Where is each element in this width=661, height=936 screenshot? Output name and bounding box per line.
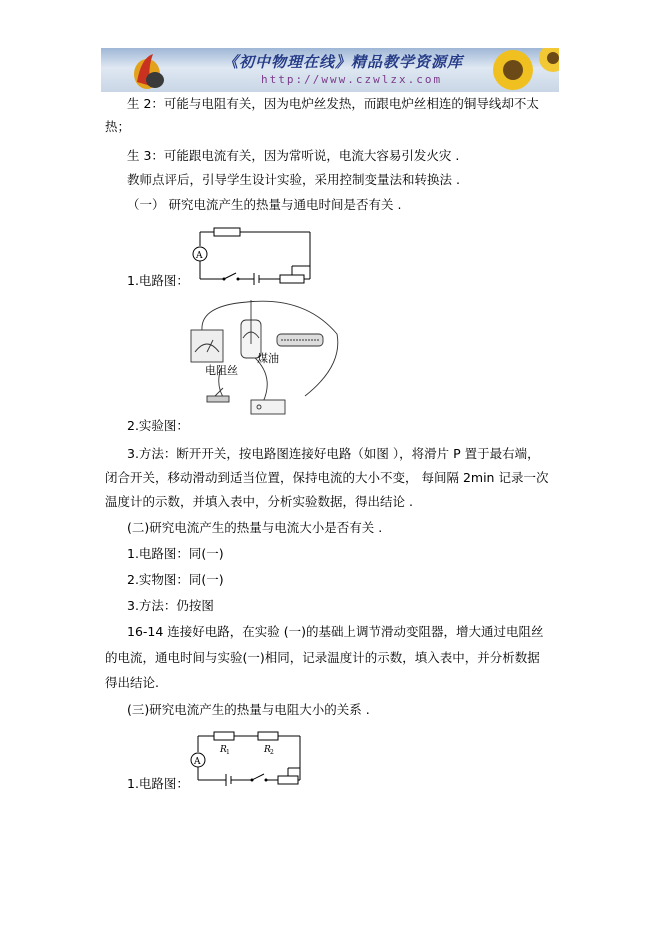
circuit-diagram-3 [186,728,316,792]
r1-subscript: 1 [226,749,230,756]
resistance-wire-label: 电阻丝 [205,364,238,377]
r1-label: R [220,745,227,755]
section-1-heading: （一） 研究电流产生的热量与通电时间是否有关 . [127,197,402,212]
experiment-diagram [185,296,345,416]
method-1-line1: 3.方法：断开开关，按电路图连接好电路（如图 ），将滑片 P 置于最右端， [127,446,540,461]
r2-label: R [264,745,271,755]
circuit-diagram-1 [186,224,326,294]
line-student3: 生 3：可能跟电流有关，因为常听说，电流大容易引发火灾 . [127,148,460,163]
method-1-line3: 温度计的示数，并填入表中，分析实验数据，得出结论 . [105,494,413,509]
method-1-line2: 闭合开关，移动滑动到适当位置，保持电流的大小不变， 每间隔 2min 记录一次 [105,470,549,485]
line-student2-cont: 热； [105,119,131,134]
line-student2: 生 2：可能与电阻有关，因为电炉丝发热，而跟电炉丝相连的铜导线却不太 [127,96,539,111]
oil-label: 煤油 [257,352,279,365]
banner-url: http://www.czwlzx.com [261,73,443,86]
logo-icon [125,48,175,92]
line-teacher: 教师点评后，引导学生设计实验，采用控制变量法和转换法 . [127,172,460,187]
section-2-line3: 得出结论. [105,675,159,690]
section-2-method: 3.方法：仍按图 [127,598,214,613]
circuit-1-label: 1.电路图： [127,273,189,288]
header-banner [101,48,559,92]
section-2-line2: 的电流，通电时间与实验(一)相同，记录温度计的示数，填入表中，并分析数据 [105,650,540,665]
section-2-physical: 2.实物图：同(一) [127,572,224,587]
section-2-circuit: 1.电路图：同(一) [127,546,224,561]
section-2-line1: 16-14 连接好电路，在实验 (一)的基础上调节滑动变阻器，增大通过电阻丝 [127,624,544,639]
r2-subscript: 2 [270,749,274,756]
ammeter-label-3: A [194,757,201,767]
circuit-3-label: 1.电路图： [127,776,189,791]
section-3-heading: (三)研究电流产生的热量与电阻大小的关系 . [127,702,370,717]
section-2-heading: (二)研究电流产生的热量与电流大小是否有关 . [127,520,383,535]
experiment-label: 2.实验图： [127,418,189,433]
sunflower-icon [473,48,559,92]
banner-title: 《初中物理在线》精品教学资源库 [223,53,464,71]
ammeter-label: A [196,251,203,261]
